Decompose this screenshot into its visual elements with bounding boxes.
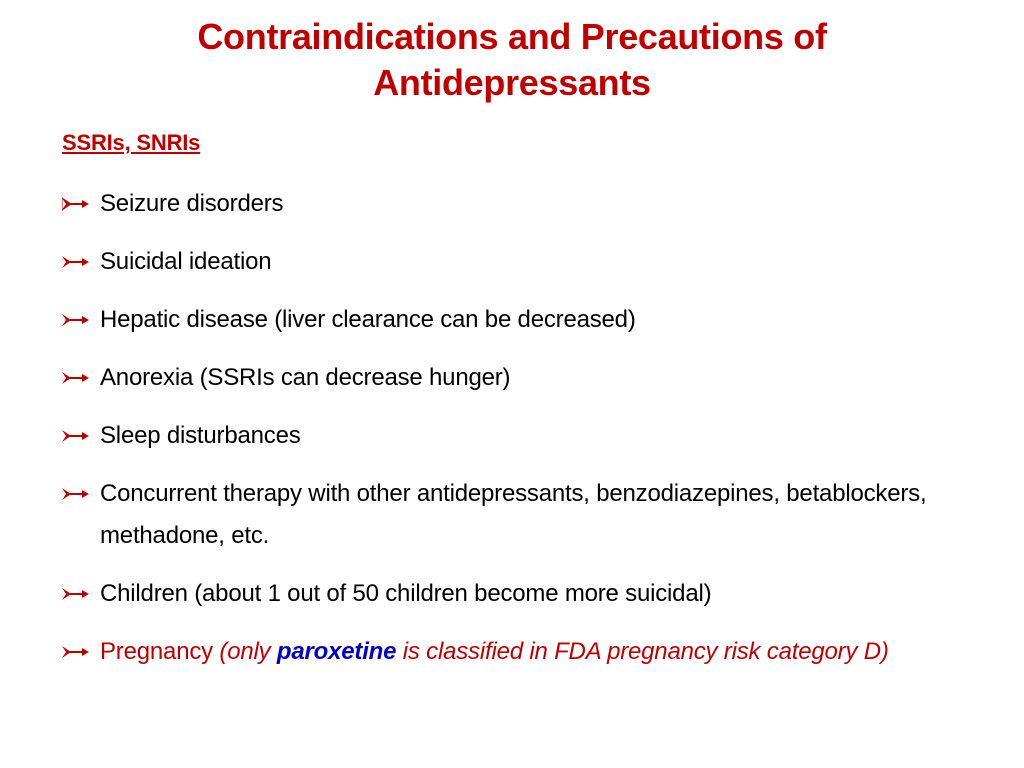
arrow-bullet-icon <box>62 631 92 673</box>
bullet-item <box>62 415 962 457</box>
slide-title-line-1: Contraindications and Precautions of <box>197 16 827 57</box>
pregnancy-lead-text: Pregnancy <box>100 638 220 665</box>
slide-title-line-2: Antidepressants <box>373 62 651 103</box>
bullet-text: Hepatic disease (liver clearance can be decreased) <box>100 306 636 333</box>
bullet-item <box>62 241 962 283</box>
bullet-item <box>62 299 962 341</box>
arrow-bullet-icon <box>62 183 92 225</box>
bullet-item-pregnancy <box>62 631 962 673</box>
paroxetine-emphasis: paroxetine <box>276 638 397 665</box>
arrow-bullet-icon <box>62 573 92 615</box>
bullet-list <box>62 183 962 689</box>
bullet-item <box>62 573 962 615</box>
bullet-text: Suicidal ideation <box>100 248 272 275</box>
slide-title <box>0 14 1024 106</box>
arrow-bullet-icon <box>62 299 92 341</box>
arrow-bullet-icon <box>62 473 92 515</box>
bullet-item <box>62 357 962 399</box>
bullet-item <box>62 473 962 557</box>
bullet-text: Sleep disturbances <box>100 422 301 449</box>
arrow-bullet-icon <box>62 241 92 283</box>
bullet-text: Anorexia (SSRIs can decrease hunger) <box>100 364 511 391</box>
section-heading: SSRIs, SNRIs <box>62 130 201 155</box>
pregnancy-italic-before: (only <box>219 638 277 665</box>
arrow-bullet-icon <box>62 415 92 457</box>
pregnancy-italic-after: is classified in FDA pregnancy risk category D) <box>396 638 889 665</box>
bullet-text: Children (about 1 out of 50 children become more suicidal) <box>100 580 712 607</box>
bullet-text: Concurrent therapy with other antidepressants, benzodiazepines, betablockers, methadone, etc. <box>100 480 927 549</box>
bullet-text: Seizure disorders <box>100 190 284 217</box>
arrow-bullet-icon <box>62 357 92 399</box>
bullet-item <box>62 183 962 225</box>
